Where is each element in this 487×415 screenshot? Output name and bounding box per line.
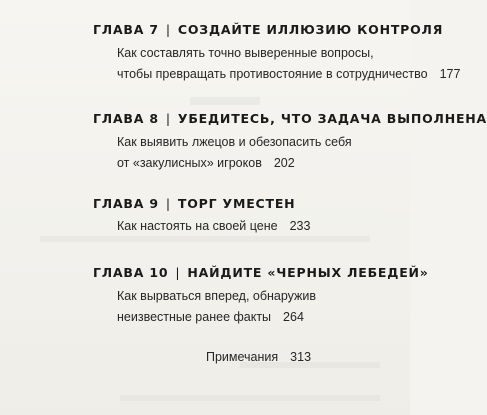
chapter-title: СОЗДАЙТЕ ИЛЛЮЗИЮ КОНТРОЛЯ bbox=[177, 22, 444, 37]
description-line: Как составлять точно выверенные вопросы, bbox=[117, 46, 374, 60]
toc-entry-notes bbox=[206, 350, 311, 364]
chapter-description bbox=[117, 216, 310, 237]
heading-separator: | bbox=[165, 196, 171, 211]
chapter-title: ТОРГ УМЕСТЕН bbox=[177, 196, 296, 211]
bleed-through-decoration bbox=[190, 97, 260, 105]
page-number: 264 bbox=[283, 310, 304, 324]
heading-separator: | bbox=[165, 111, 171, 126]
chapter-description bbox=[117, 132, 352, 174]
bleed-through-decoration bbox=[120, 395, 380, 401]
description-line: Как вырваться вперед, обнаружив bbox=[117, 289, 317, 303]
description-line bbox=[117, 153, 352, 174]
page-number: 313 bbox=[290, 350, 312, 364]
notes-label: Примечания bbox=[206, 350, 279, 364]
chapter-description bbox=[117, 43, 460, 85]
chapter-heading bbox=[93, 196, 295, 211]
description-line bbox=[117, 307, 316, 328]
description-line bbox=[117, 216, 310, 237]
description-line bbox=[117, 64, 460, 85]
chapter-label: ГЛАВА 9 bbox=[93, 196, 159, 211]
chapter-heading bbox=[93, 22, 443, 37]
description-line-text: Как настоять на своей цене bbox=[117, 219, 278, 233]
heading-separator: | bbox=[175, 265, 181, 280]
chapter-heading bbox=[93, 111, 487, 126]
heading-separator: | bbox=[165, 22, 171, 37]
chapter-heading bbox=[93, 265, 429, 280]
description-line: Как выявить лжецов и обезопасить себя bbox=[117, 135, 352, 149]
chapter-description bbox=[117, 286, 316, 328]
chapter-title: НАЙДИТЕ «ЧЕРНЫХ ЛЕБЕДЕЙ» bbox=[187, 265, 429, 280]
page-number: 233 bbox=[289, 219, 311, 233]
chapter-title: УБЕДИТЕСЬ, ЧТО ЗАДАЧА ВЫПОЛНЕНА bbox=[177, 111, 487, 126]
page-number: 177 bbox=[439, 67, 461, 81]
description-line-text: чтобы превращать противостояние в сотрудничество bbox=[117, 67, 428, 81]
chapter-label: ГЛАВА 10 bbox=[93, 265, 169, 280]
chapter-label: ГЛАВА 8 bbox=[93, 111, 159, 126]
page-number: 202 bbox=[273, 156, 295, 170]
description-line-text: неизвестные ранее факты bbox=[117, 310, 272, 324]
description-line-text: от «закулисных» игроков bbox=[117, 156, 262, 170]
chapter-label: ГЛАВА 7 bbox=[93, 22, 159, 37]
